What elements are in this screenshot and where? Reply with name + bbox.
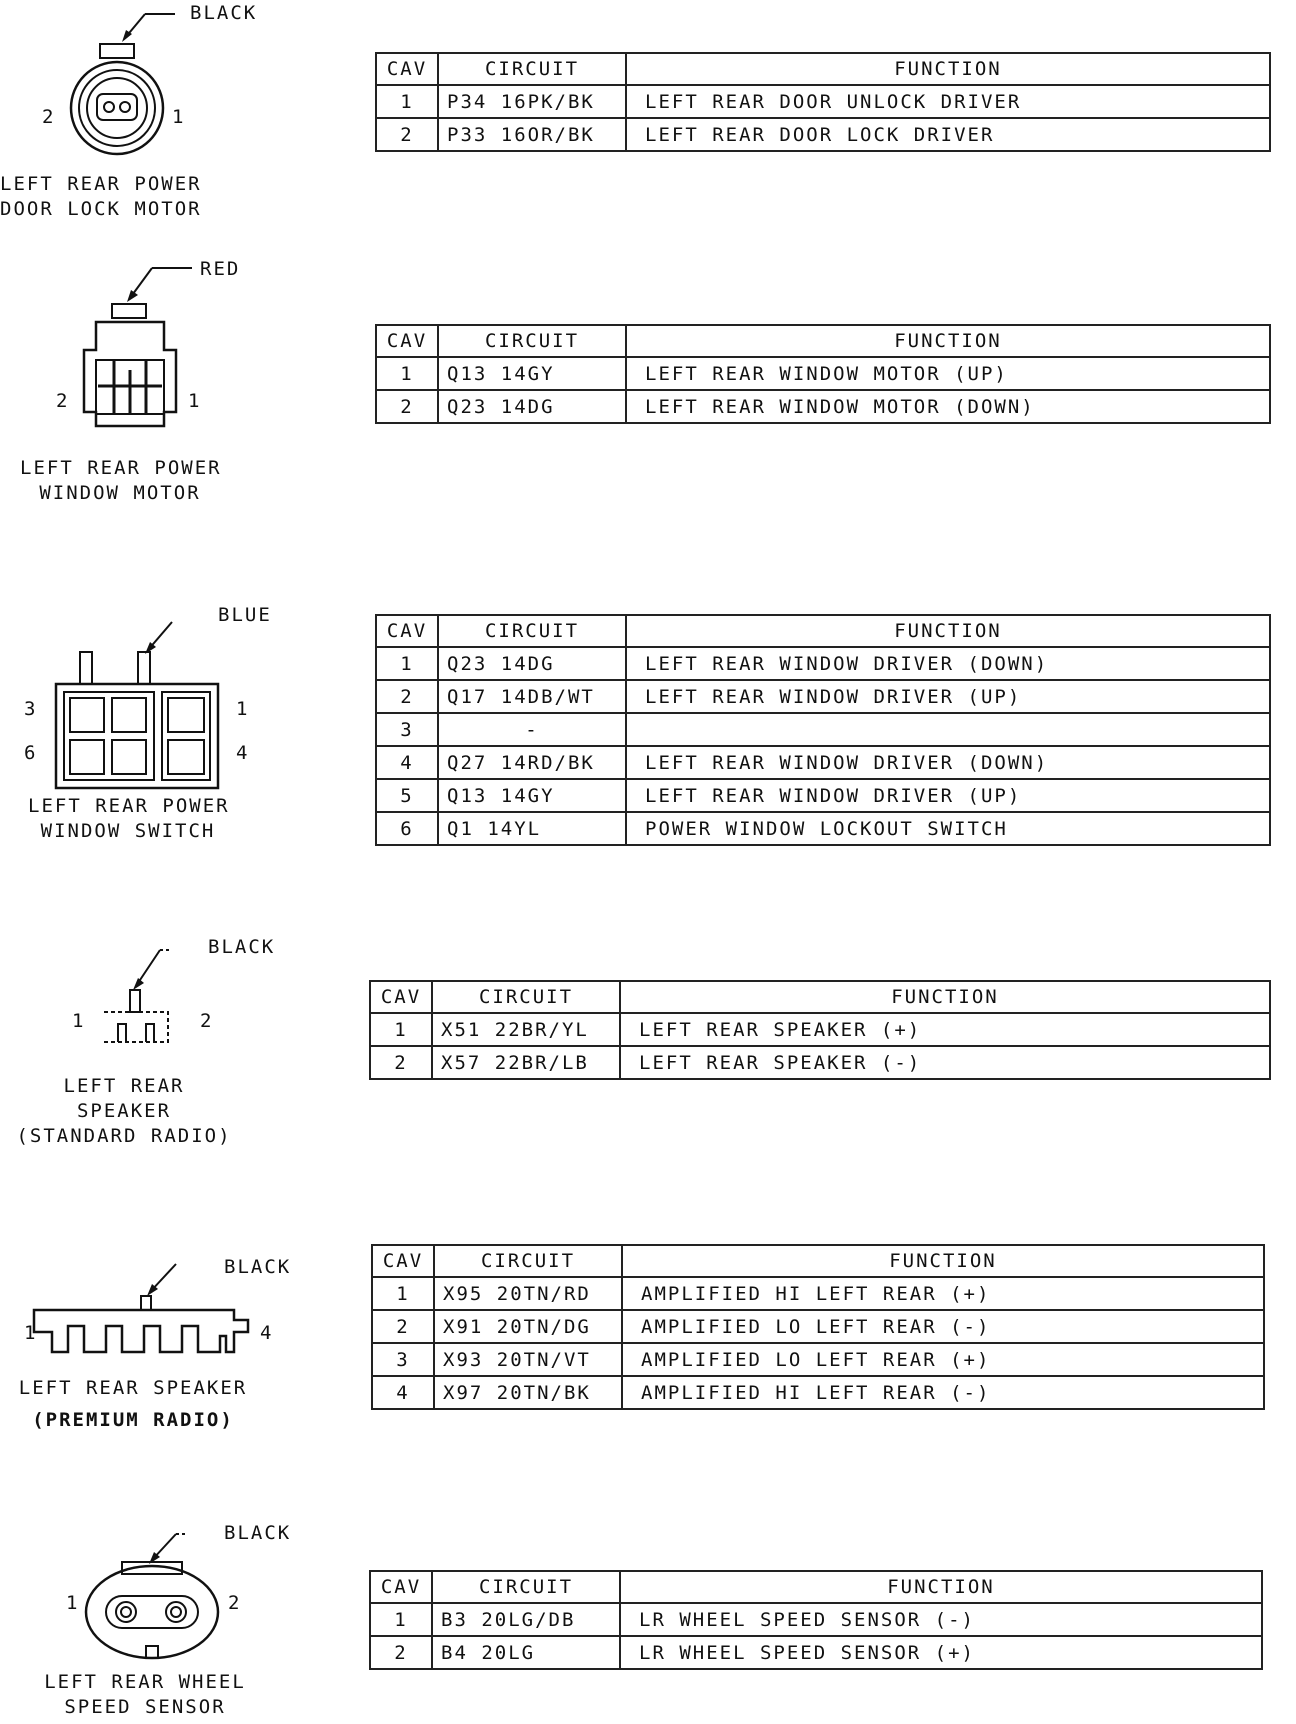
header-circuit: CIRCUIT (434, 1245, 622, 1277)
function-cell: LR WHEEL SPEED SENSOR (+) (620, 1636, 1262, 1669)
table-row (376, 357, 1270, 390)
connector-name: LEFT REAR POWER WINDOW SWITCH (28, 795, 230, 842)
table-row (370, 1603, 1262, 1636)
header-circuit: CIRCUIT (438, 53, 626, 85)
function-cell: LEFT REAR SPEAKER (+) (620, 1013, 1270, 1046)
circuit-cell: Q13 14GY (438, 779, 626, 812)
circuit-cell: P34 16PK/BK (438, 85, 626, 118)
pin-label: 1 (172, 106, 186, 128)
cav-cell: 1 (370, 1603, 432, 1636)
pin-label: 1 (72, 1010, 86, 1032)
cav-cell: 2 (376, 390, 438, 423)
table-row (372, 1376, 1264, 1409)
table-header-row (370, 1571, 1262, 1603)
circuit-cell: Q1 14YL (438, 812, 626, 845)
header-circuit: CIRCUIT (432, 981, 620, 1013)
function-cell: AMPLIFIED HI LEFT REAR (-) (622, 1376, 1264, 1409)
function-cell (626, 713, 1270, 746)
table-header-row (370, 981, 1270, 1013)
pin-label: 1 (188, 390, 202, 412)
circuit-cell: Q13 14GY (438, 357, 626, 390)
circuit-cell: Q23 14DG (438, 647, 626, 680)
connector-name: LEFT REAR SPEAKER (STANDARD RADIO) (16, 1075, 232, 1147)
header-cav: CAV (372, 1245, 434, 1277)
function-cell: LEFT REAR WINDOW MOTOR (DOWN) (626, 390, 1270, 423)
function-cell: LEFT REAR WINDOW DRIVER (DOWN) (626, 746, 1270, 779)
pin-label: 4 (260, 1322, 274, 1344)
cav-cell: 1 (376, 85, 438, 118)
pinout-table (369, 980, 1271, 1080)
cav-cell: 6 (376, 812, 438, 845)
cav-cell: 5 (376, 779, 438, 812)
table-header-row (376, 53, 1270, 85)
connector-color-label: BLACK (190, 2, 258, 24)
cav-cell: 2 (370, 1046, 432, 1079)
header-function: FUNCTION (626, 615, 1270, 647)
circuit-cell: B4 20LG (432, 1636, 620, 1669)
cav-cell: 1 (370, 1013, 432, 1046)
pin-label: 6 (24, 742, 38, 764)
cav-cell: 3 (376, 713, 438, 746)
connector-color-label: BLACK (208, 936, 276, 958)
circuit-cell: X97 20TN/BK (434, 1376, 622, 1409)
connector-color-label: BLUE (218, 604, 272, 626)
cav-cell: 1 (372, 1277, 434, 1310)
circuit-cell: P33 16OR/BK (438, 118, 626, 151)
circuit-cell: X91 20TN/DG (434, 1310, 622, 1343)
table-row (370, 1013, 1270, 1046)
table-row (372, 1310, 1264, 1343)
pinout-table (369, 1570, 1263, 1670)
header-cav: CAV (376, 53, 438, 85)
function-cell: LR WHEEL SPEED SENSOR (-) (620, 1603, 1262, 1636)
circuit-cell: X93 20TN/VT (434, 1343, 622, 1376)
cav-cell: 4 (376, 746, 438, 779)
pin-label: 1 (66, 1592, 80, 1614)
pin-label: 4 (236, 742, 250, 764)
table-row (376, 746, 1270, 779)
cav-cell: 2 (372, 1310, 434, 1343)
table-row (370, 1046, 1270, 1079)
function-cell: LEFT REAR WINDOW DRIVER (UP) (626, 779, 1270, 812)
table-row (376, 713, 1270, 746)
header-function: FUNCTION (620, 981, 1270, 1013)
connector-name: LEFT REAR POWER WINDOW MOTOR (20, 457, 222, 504)
circuit-cell: B3 20LG/DB (432, 1603, 620, 1636)
cav-cell: 4 (372, 1376, 434, 1409)
connector-color-label: BLACK (224, 1522, 292, 1544)
pin-label: 2 (42, 106, 56, 128)
header-circuit: CIRCUIT (432, 1571, 620, 1603)
table-header-row (372, 1245, 1264, 1277)
function-cell: AMPLIFIED LO LEFT REAR (+) (622, 1343, 1264, 1376)
table-row (376, 812, 1270, 845)
connector-name: LEFT REAR POWER DOOR LOCK MOTOR (0, 173, 202, 220)
function-cell: LEFT REAR SPEAKER (-) (620, 1046, 1270, 1079)
table-row (376, 779, 1270, 812)
pinout-table (375, 614, 1271, 846)
header-cav: CAV (376, 325, 438, 357)
function-cell: POWER WINDOW LOCKOUT SWITCH (626, 812, 1270, 845)
pin-label: 1 (236, 698, 250, 720)
table-row (376, 390, 1270, 423)
circuit-cell: Q27 14RD/BK (438, 746, 626, 779)
connector-name: LEFT REAR WHEEL SPEED SENSOR (44, 1671, 246, 1718)
function-cell: AMPLIFIED LO LEFT REAR (-) (622, 1310, 1264, 1343)
connector-color-label: RED (200, 258, 241, 280)
header-function: FUNCTION (626, 325, 1270, 357)
pin-label: 3 (24, 698, 38, 720)
circuit-cell: X95 20TN/RD (434, 1277, 622, 1310)
circuit-cell: - (438, 713, 626, 746)
function-cell: LEFT REAR WINDOW DRIVER (DOWN) (626, 647, 1270, 680)
circuit-cell: X51 22BR/YL (432, 1013, 620, 1046)
table-row (372, 1343, 1264, 1376)
header-cav: CAV (370, 981, 432, 1013)
table-header-row (376, 615, 1270, 647)
circuit-cell: X57 22BR/LB (432, 1046, 620, 1079)
function-cell: LEFT REAR DOOR LOCK DRIVER (626, 118, 1270, 151)
cav-cell: 1 (376, 357, 438, 390)
table-row (372, 1277, 1264, 1310)
pinout-table (375, 324, 1271, 424)
table-header-row (376, 325, 1270, 357)
connector-name: LEFT REAR SPEAKER (PREMIUM RADIO) (18, 1377, 248, 1431)
pin-label: 2 (56, 390, 70, 412)
table-row (376, 647, 1270, 680)
pin-label: 1 (24, 1322, 38, 1344)
table-row (376, 680, 1270, 713)
cav-cell: 2 (376, 680, 438, 713)
cav-cell: 1 (376, 647, 438, 680)
header-function: FUNCTION (626, 53, 1270, 85)
header-cav: CAV (370, 1571, 432, 1603)
circuit-cell: Q17 14DB/WT (438, 680, 626, 713)
cav-cell: 2 (376, 118, 438, 151)
pinout-table (371, 1244, 1265, 1410)
function-cell: AMPLIFIED HI LEFT REAR (+) (622, 1277, 1264, 1310)
pinout-table (375, 52, 1271, 152)
function-cell: LEFT REAR DOOR UNLOCK DRIVER (626, 85, 1270, 118)
header-cav: CAV (376, 615, 438, 647)
pin-label: 2 (200, 1010, 214, 1032)
header-circuit: CIRCUIT (438, 325, 626, 357)
function-cell: LEFT REAR WINDOW DRIVER (UP) (626, 680, 1270, 713)
cav-cell: 3 (372, 1343, 434, 1376)
header-circuit: CIRCUIT (438, 615, 626, 647)
table-row (376, 85, 1270, 118)
cav-cell: 2 (370, 1636, 432, 1669)
table-row (370, 1636, 1262, 1669)
header-function: FUNCTION (620, 1571, 1262, 1603)
circuit-cell: Q23 14DG (438, 390, 626, 423)
function-cell: LEFT REAR WINDOW MOTOR (UP) (626, 357, 1270, 390)
pin-label: 2 (228, 1592, 242, 1614)
table-row (376, 118, 1270, 151)
header-function: FUNCTION (622, 1245, 1264, 1277)
connector-color-label: BLACK (224, 1256, 292, 1278)
